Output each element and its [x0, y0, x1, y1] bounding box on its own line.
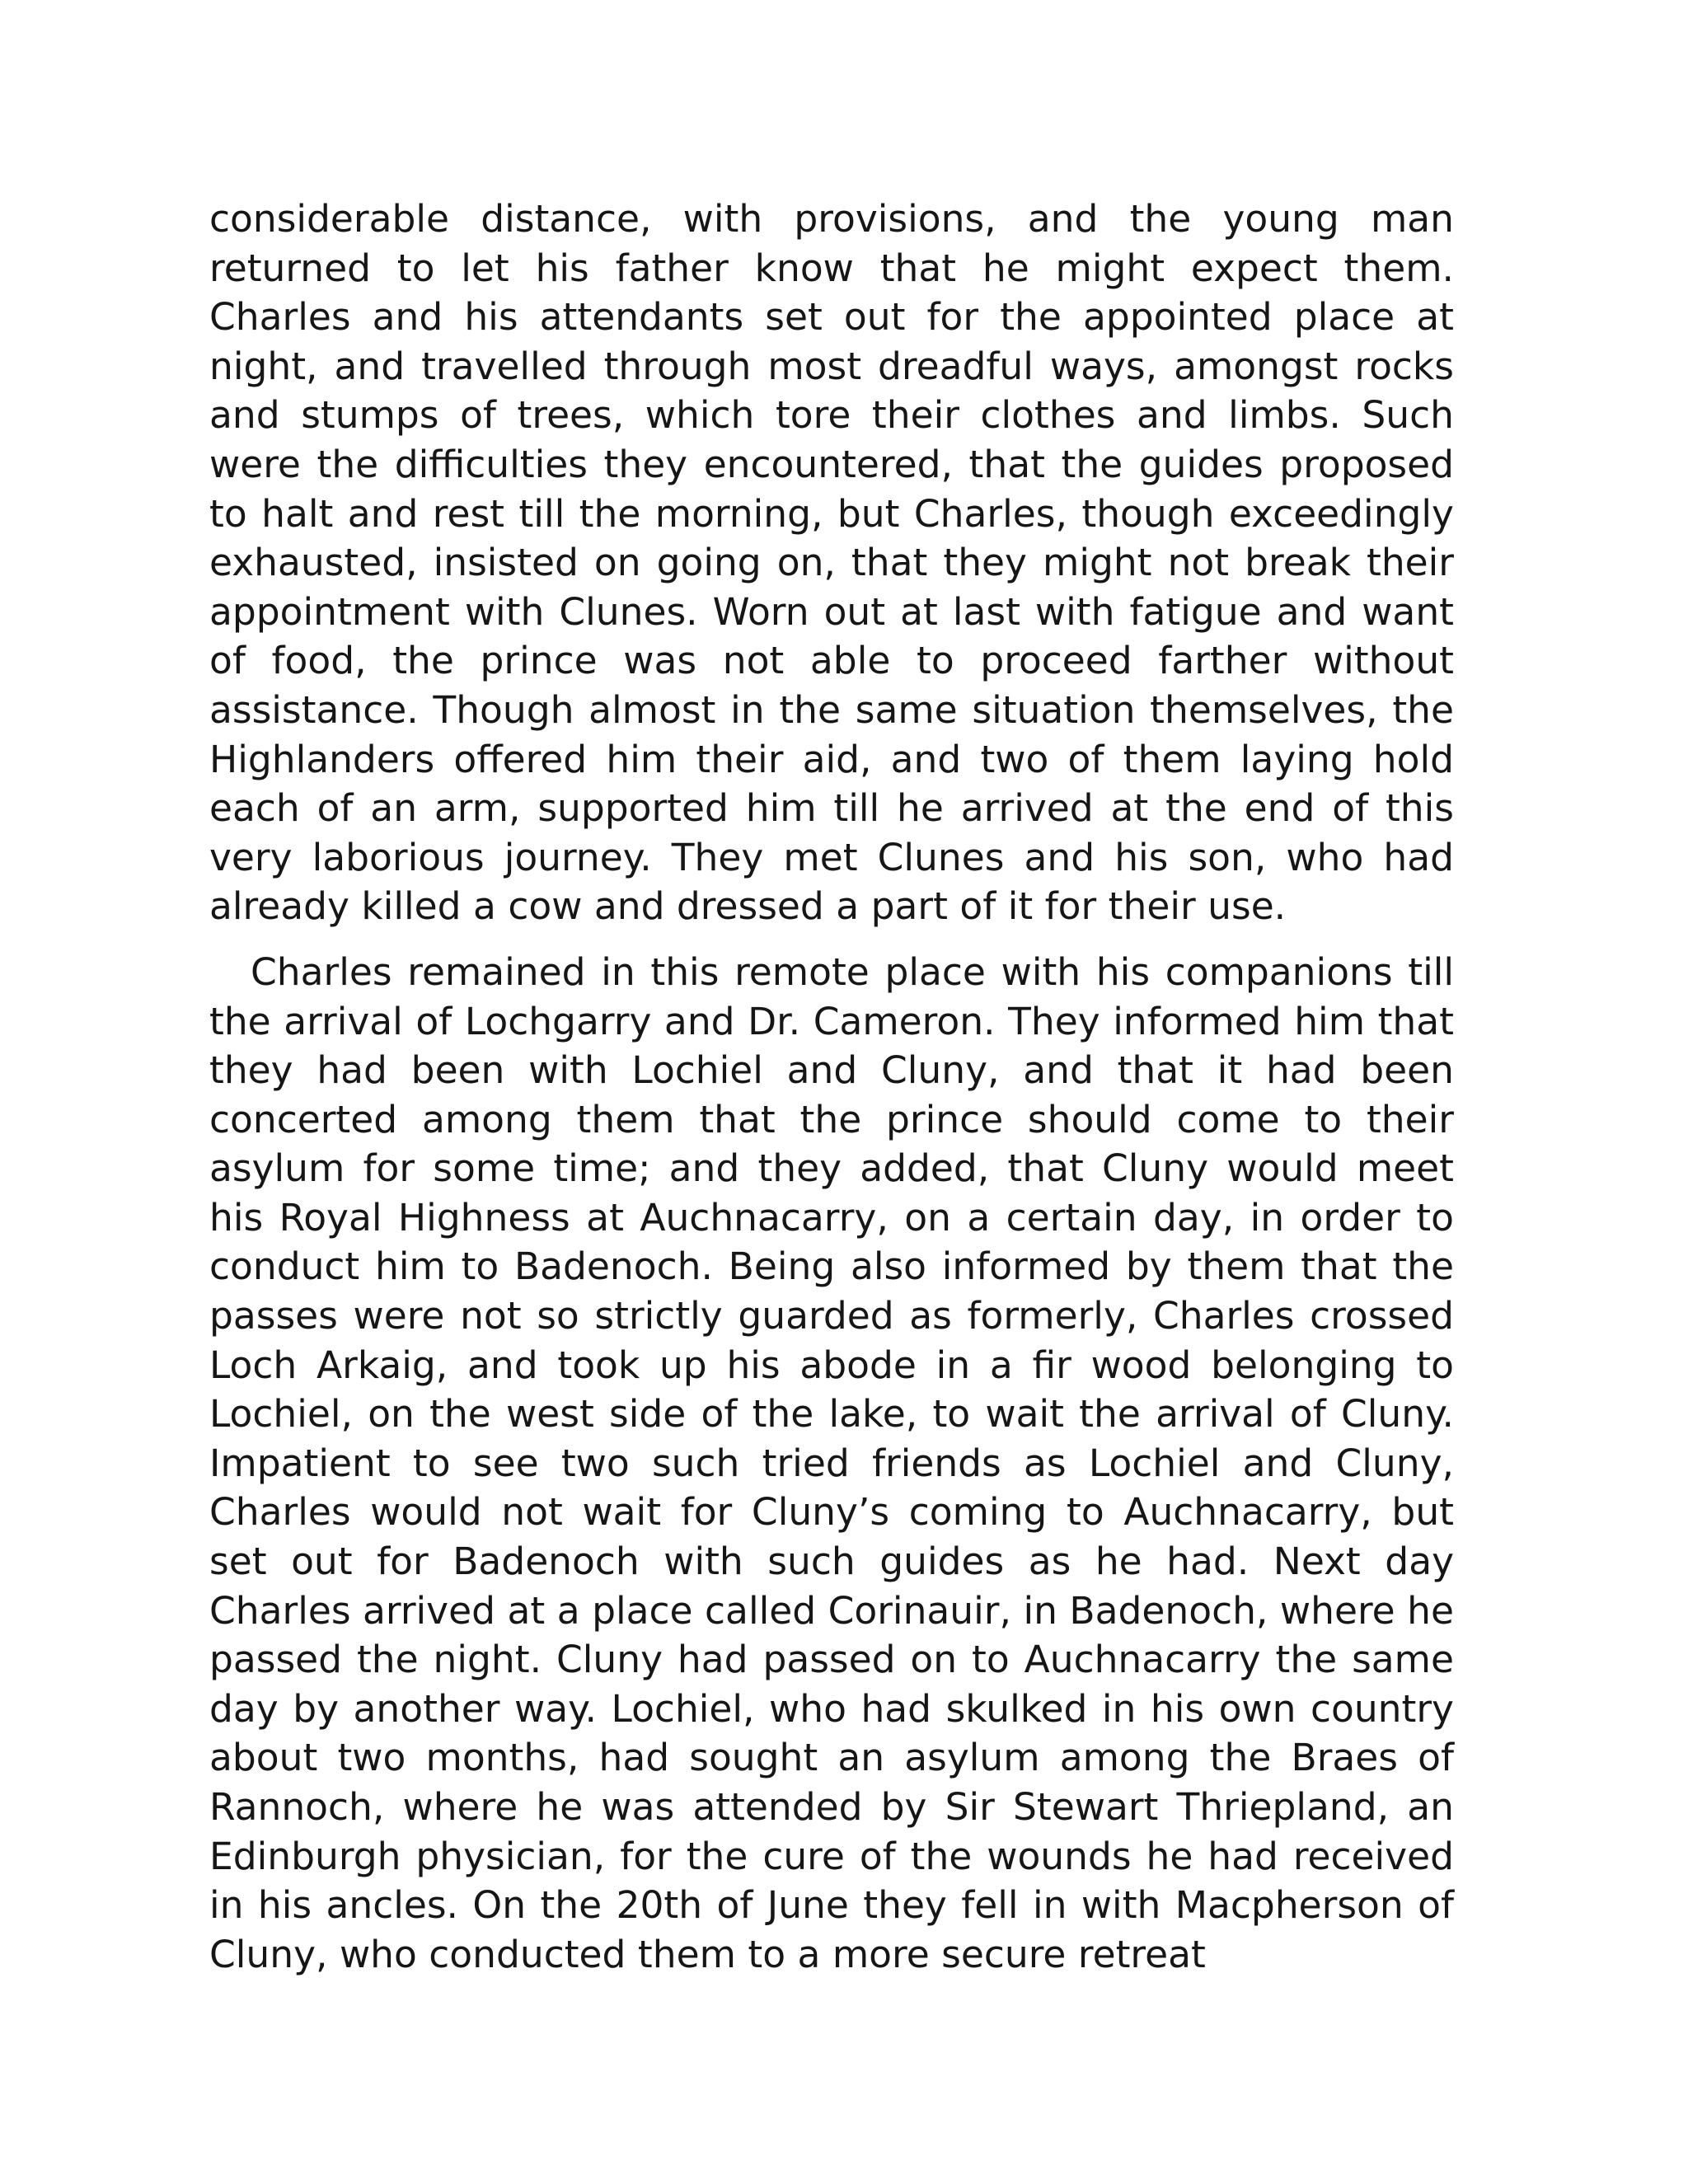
paragraph-charles-remained: Charles remained in this remote place with his companions till the arrival of Lochgarry and Dr. Cameron. They informed him that they had been with Lochiel and Cluny, and that it had been concerted among them that the prince should come to their asylum for some time; and they added, that Cluny would meet his Royal Highness at Auchnacarry, on a certain day, in order to conduct him to Badenoch. Being also informed by them that the passes were not so strictly guarded as formerly, Charles crossed Loch Arkaig, and took up his abode in a fir wood belonging to Lochiel, on the west side of the lake, to wait the arrival of Cluny. Impatient to see two such tried friends as Lochiel and Cluny, Charles would not wait for Cluny’s coming to Auchnacarry, but set out for Badenoch with such guides as he had. Next day Charles arrived at a place called Corinauir, in Badenoch, where he passed the night. Cluny had passed on to Auchnacarry the same day by another way. Lochiel, who had skulked in his own country about two months, had sought an asylum among the Braes of Rannoch, where he was attended by Sir Stewart Thriepland, an Edinburgh physician, for the cure of the wounds he had received in his ancles. On the 20th of June they fell in with Macpherson of Cluny, who conducted them to a more secure retreat — [209, 949, 1454, 1976]
page-body — [209, 194, 1454, 1979]
paragraph-continued: considerable distance, with provisions, and the young man returned to let his father know that he might expect them. Charles and his attendants set out for the appointed place at night, and travelled through most dreadful ways, amongst rocks and stumps of trees, which tore their clothes and limbs. Such were the difficulties they encountered, that the guides proposed to halt and rest till the morning, but Charles, though exceedingly exhausted, insisted on going on, that they might not break their appointment with Clunes. Worn out at last with fatigue and want of food, the prince was not able to proceed farther without assistance. Though almost in the same situation themselves, the Highlanders offered him their aid, and two of them laying hold each of an arm, supported him till he arrived at the end of this very laborious journey. They met Clunes and his son, who had already killed a cow and dressed a part of it for their use. — [209, 197, 1454, 929]
